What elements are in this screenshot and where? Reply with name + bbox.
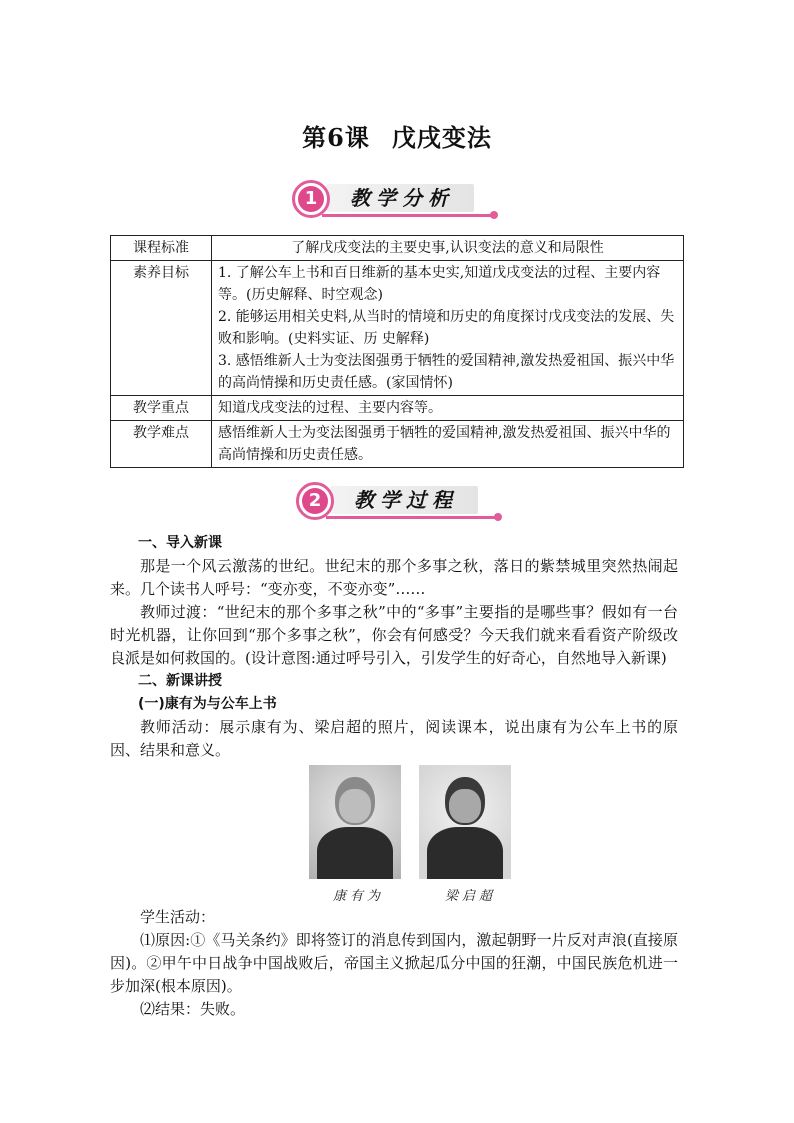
- paragraph: 那是一个风云激荡的世纪。世纪末的那个多事之秋，落日的紫禁城里突然热闹起来。几个读书人呼号：“变亦变，不变亦变”……: [110, 557, 678, 598]
- row-header: 教学难点: [111, 421, 212, 468]
- student-activity-content: [110, 906, 678, 1021]
- paragraph: 教师活动：展示康有为、梁启超的照片，阅读课本，说出康有为公车上书的原因、结果和意义。: [110, 718, 678, 759]
- table-row: [111, 236, 684, 261]
- liang-qichao-photo: [419, 765, 511, 879]
- table-row: [111, 396, 684, 421]
- lesson-name: 戊戌变法: [391, 123, 492, 152]
- row-content: 知道戊戌变法的过程、主要内容等。: [212, 396, 684, 421]
- photo-caption: 梁启超: [445, 889, 497, 904]
- heading-subsection: (一)康有为与公车上书: [138, 696, 277, 712]
- row-header: 教学重点: [111, 396, 212, 421]
- table-row: [111, 261, 684, 396]
- row-content: [212, 261, 684, 396]
- heading-new-lesson: 二、新课讲授: [138, 673, 222, 689]
- goal-item: 2. 能够运用相关史料,从当时的情境和历史的角度探讨戊戌变法的发展、失败和影响。(史料实证、历 史解释): [218, 309, 675, 347]
- row-header: 素养目标: [111, 261, 212, 396]
- paragraph: ⑴原因:①《马关条约》即将签订的消息传到国内，激起朝野一片反对声浪(直接原因)。②甲午中日战争中国战败后，帝国主义掀起瓜分中国的狂潮，中国民族危机进一步加深(根本原因)。: [110, 931, 678, 995]
- portrait-photos: [309, 765, 519, 905]
- paragraph: 学生活动：: [140, 908, 216, 926]
- kang-youwei-photo: [309, 765, 401, 879]
- table-row: [111, 421, 684, 468]
- photo-caption: 康有为: [333, 889, 385, 904]
- heading-intro: 一、导入新课: [138, 535, 222, 551]
- goal-item: 1. 了解公车上书和百日维新的基本史实,知道戊戌变法的过程、主要内容等。(历史解释、时空观念): [218, 265, 661, 303]
- section-number-badge: 1: [292, 180, 330, 218]
- row-header: 课程标准: [111, 236, 212, 261]
- page-title: [0, 118, 794, 153]
- goal-item: 3. 感悟维新人士为变法图强勇于牺牲的爱国精神,激发热爱祖国、振兴中华的高尚情操和历史责任感。(家国情怀): [218, 353, 675, 391]
- paragraph: 教师过渡：“世纪末的那个多事之秋”中的“多事”主要指的是哪些事？假如有一台时光机器，让你回到“那个多事之秋”，你会有何感受？今天我们就来看看资产阶级改良派是如何救国的。(设计意图:通过呼号引入，引发学生的好奇心，自然地导入新课): [110, 603, 678, 667]
- section-banner-process: [296, 482, 496, 526]
- lesson-number: 第6课: [302, 123, 370, 152]
- section-banner-analysis: [292, 180, 492, 224]
- paragraph: ⑵结果：失败。: [140, 1000, 246, 1018]
- row-content: 感悟维新人士为变法图强勇于牺牲的爱国精神,激发热爱祖国、振兴中华的高尚情操和历史责任感。: [212, 421, 684, 468]
- section-label: 教学过程: [330, 486, 478, 514]
- section-number-badge: 2: [296, 482, 334, 520]
- teaching-process-content: [110, 532, 678, 762]
- teaching-analysis-table: [110, 235, 684, 468]
- row-content: 了解戊戌变法的主要史事,认识变法的意义和局限性: [212, 236, 684, 261]
- section-label: 教学分析: [326, 184, 474, 212]
